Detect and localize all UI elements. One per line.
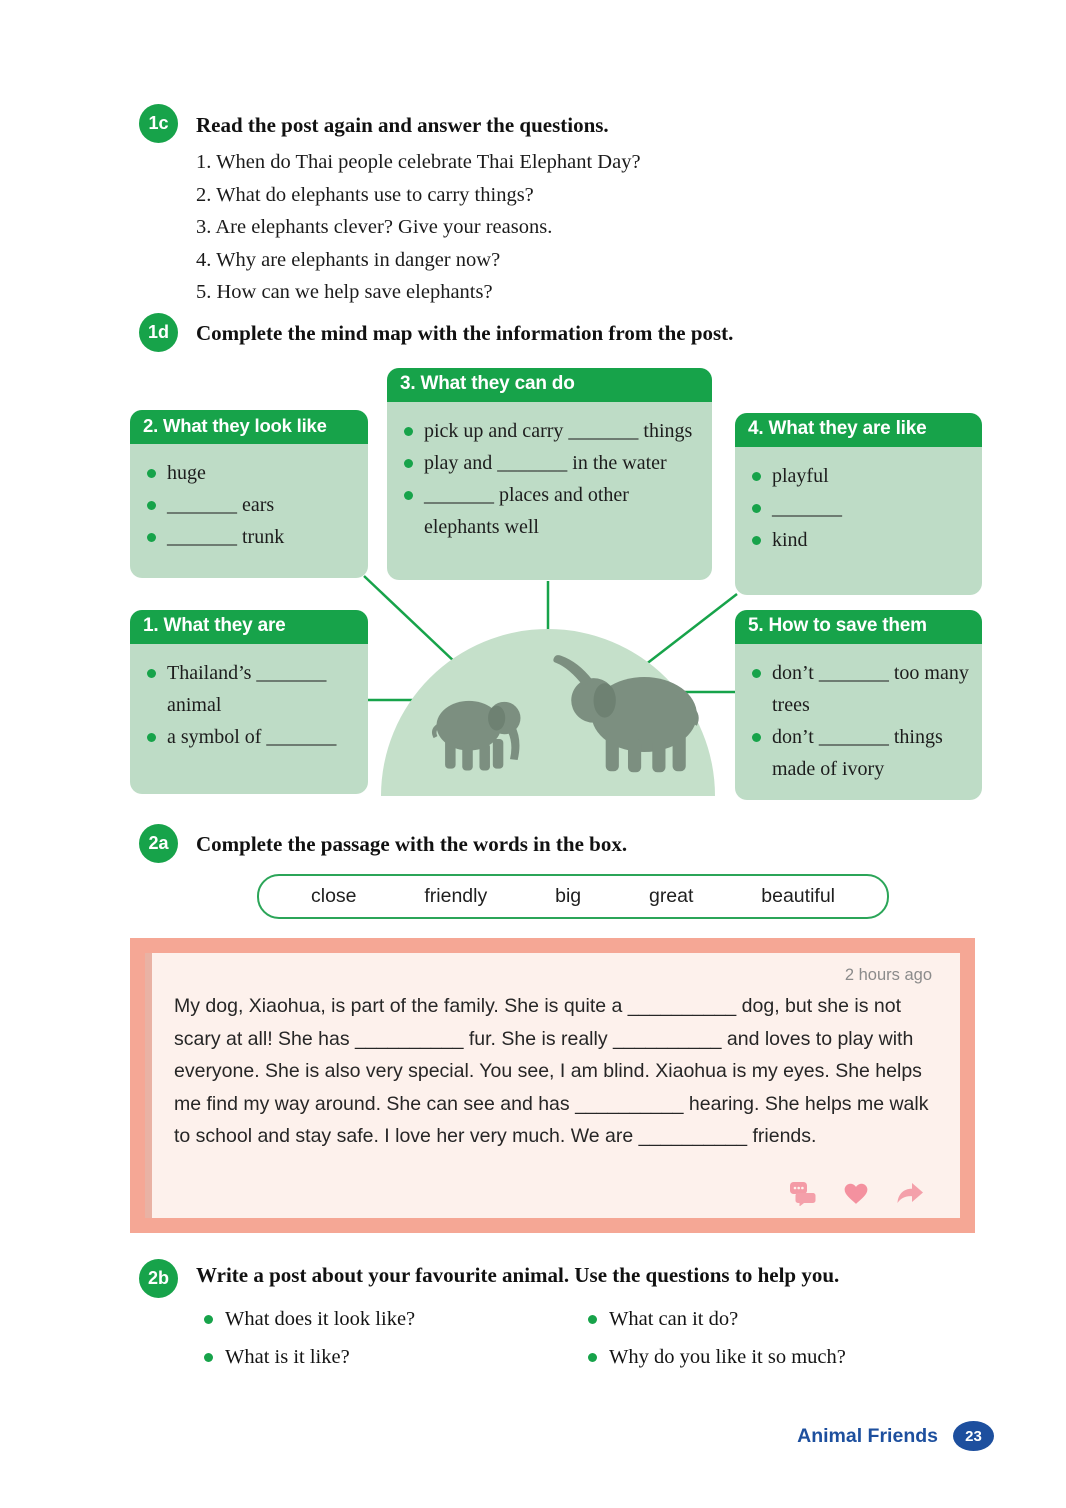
mind-map-item: kind <box>750 524 970 556</box>
question-item: 4. Why are elephants in danger now? <box>196 248 501 271</box>
question-item: 3. Are elephants clever? Give your reasons. <box>196 216 553 238</box>
exercise-1c-badge: 1c <box>139 104 178 143</box>
bullet-question: What does it look like? <box>204 1300 415 1338</box>
word-option: friendly <box>424 885 488 907</box>
mind-map-box-title: 3. What they can do <box>387 368 712 402</box>
mind-map-item: _______ ears <box>145 489 356 521</box>
mind-map-item: don’t _______ things made of ivory <box>750 721 970 785</box>
exercise-2b-badge: 2b <box>139 1259 178 1298</box>
mind-map-box-what-they-look-like <box>130 410 368 578</box>
exercise-1d-badge: 1d <box>139 313 178 352</box>
mind-map-box-what-they-are-like <box>735 413 982 595</box>
mind-map-box-title: 4. What they are like <box>735 413 982 447</box>
mind-map-box-title: 1. What they are <box>130 610 368 644</box>
word-option: big <box>555 885 582 907</box>
word-option: close <box>311 885 357 907</box>
mind-map-item: playful <box>750 460 970 492</box>
question-item: 1. When do Thai people celebrate Thai Elephant Day? <box>196 151 641 173</box>
unit-title: Animal Friends <box>797 1424 938 1447</box>
mind-map-box-title: 2. What they look like <box>130 410 368 444</box>
question-item: 5. How can we help save elephants? <box>196 281 493 303</box>
mind-map-box-title: 5. How to save them <box>735 610 982 644</box>
word-option: great <box>648 885 694 907</box>
mind-map-box-what-they-are <box>130 610 368 794</box>
mind-map-item: _______ <box>750 492 970 524</box>
small-elephant-image <box>426 677 531 782</box>
exercise-1c-instruction: Read the post again and answer the questions. <box>196 113 609 137</box>
word-bank-box <box>257 874 889 919</box>
post-timestamp: 2 hours ago <box>844 966 932 984</box>
mind-map-box-how-to-save-them <box>735 610 982 800</box>
word-option: beautiful <box>761 885 835 907</box>
exercise-2a-badge: 2a <box>139 824 178 863</box>
mind-map-item: a symbol of _______ <box>145 721 356 753</box>
mind-map-item: _______ trunk <box>145 521 356 553</box>
bullet-question: Why do you like it so much? <box>588 1338 846 1376</box>
mind-map-item: huge <box>145 457 356 489</box>
bullet-question: What can it do? <box>588 1300 846 1338</box>
mind-map-item: Thailand’s _______ animal <box>145 657 356 721</box>
large-elephant-image <box>553 647 705 775</box>
post-passage-text: My dog, Xiaohua, is part of the family. She is quite a __________ dog, but she is not scary at all! She has __________ fur. She is really __________ and loves to play with everyone. She is also very special. You see, I am blind. Xiaohua is my eyes. She helps me find my way around. She can see and has __________ hearing. She helps me walk to school and stay safe. I love her very much. We are __________ friends. <box>174 995 929 1147</box>
question-item: 2. What do elephants use to carry things? <box>196 183 534 206</box>
exercise-2a-instruction: Complete the passage with the words in the box. <box>196 832 628 856</box>
mind-map-box-what-they-can-do <box>387 368 712 580</box>
mind-map-item: pick up and carry _______ things <box>402 415 700 447</box>
bullet-question: What is it like? <box>204 1338 415 1376</box>
mind-map-item: don’t _______ too many trees <box>750 657 970 721</box>
mind-map-item: play and _______ in the water <box>402 447 700 479</box>
exercise-2b-instruction: Write a post about your favourite animal. Use the questions to help you. <box>196 1263 840 1287</box>
mind-map-item: _______ places and other elephants well <box>402 479 700 543</box>
exercise-1d-instruction: Complete the mind map with the information from the post. <box>196 321 734 345</box>
page-number-badge: 23 <box>953 1421 994 1451</box>
